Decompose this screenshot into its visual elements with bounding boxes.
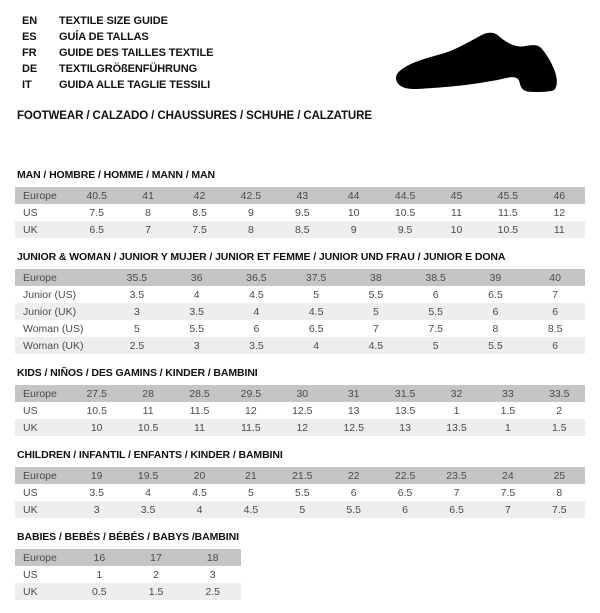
size-value: 36 (190, 271, 203, 284)
size-value: 21 (245, 469, 257, 482)
size-value: 12 (553, 206, 566, 219)
size-value: 8.5 (294, 223, 310, 236)
size-value: 27.5 (86, 387, 107, 400)
size-value: 21.5 (292, 469, 313, 482)
table-row (15, 467, 585, 484)
size-value: 7.5 (551, 503, 567, 516)
size-value: 4 (193, 288, 200, 301)
size-value: 35.5 (126, 271, 148, 284)
table-row (15, 566, 241, 583)
table-row (15, 221, 585, 238)
table-row (15, 286, 585, 303)
size-value: 6.5 (488, 288, 503, 301)
row-label: UK (23, 503, 38, 516)
size-value: 2 (153, 568, 159, 581)
size-value: 6.5 (449, 503, 464, 516)
size-value: 6.5 (397, 486, 413, 499)
size-value: 42 (193, 189, 206, 202)
size-value: 7.5 (428, 322, 443, 335)
size-value: 0.5 (92, 585, 107, 598)
row-label: Junior (US) (23, 288, 77, 301)
size-value: 12 (296, 421, 309, 434)
size-value: 36.5 (246, 271, 267, 284)
size-value: 11.5 (241, 421, 261, 434)
table-row (15, 402, 585, 419)
size-guide-section (15, 251, 585, 354)
size-value: 13.5 (394, 404, 416, 417)
table-row (15, 204, 585, 221)
size-value: 3.5 (140, 503, 156, 516)
language-row (22, 45, 213, 61)
size-value: 10.5 (497, 223, 519, 236)
table-row (15, 484, 585, 501)
size-value: 7.5 (192, 223, 207, 236)
shoe-icon (392, 28, 574, 102)
size-value: 29.5 (240, 387, 262, 400)
row-label: UK (23, 421, 38, 434)
size-guide-section (15, 169, 585, 238)
row-label: US (23, 404, 38, 417)
table-row (15, 583, 241, 600)
size-value: 7 (453, 486, 460, 499)
size-value: 20 (193, 469, 206, 482)
size-value: 4.5 (243, 503, 259, 516)
size-value: 6 (432, 288, 439, 301)
size-value: 1.5 (148, 585, 164, 598)
size-value: 8 (492, 322, 499, 335)
language-row (22, 13, 213, 29)
size-table (15, 549, 241, 600)
section-title: CHILDREN / INFANTIL / ENFANTS / KINDER / BAMBINI (17, 449, 283, 461)
size-value: 1.5 (551, 421, 567, 434)
language-code: FR (22, 47, 37, 59)
size-value: 17 (150, 551, 162, 564)
size-value: 5.5 (368, 288, 384, 301)
size-value: 4.5 (192, 486, 207, 499)
size-value: 38 (370, 271, 382, 284)
table-row (15, 320, 585, 337)
row-label: UK (23, 585, 38, 598)
size-value: 12 (245, 404, 257, 417)
size-value: 4.5 (368, 339, 384, 352)
size-value: 6 (552, 305, 559, 318)
language-label: GUÍA DE TALLAS (59, 31, 149, 43)
size-tables-area (15, 169, 585, 613)
size-value: 22.5 (394, 469, 416, 482)
size-value: 5.5 (428, 305, 443, 318)
size-table (15, 467, 585, 518)
size-value: 6 (350, 486, 357, 499)
row-label: Woman (UK) (23, 339, 84, 352)
language-code: ES (22, 31, 37, 43)
size-value: 19.5 (137, 469, 159, 482)
section-title: BABIES / BEBÉS / BÉBÉS / BABYS /BAMBINI (17, 531, 239, 543)
language-code: IT (22, 79, 32, 91)
size-value: 6.5 (89, 223, 104, 236)
size-value: 3.5 (249, 339, 264, 352)
size-value: 40 (549, 271, 561, 284)
size-value: 5.5 (488, 339, 503, 352)
size-value: 44 (347, 189, 360, 202)
size-value: 42.5 (240, 189, 262, 202)
size-value: 46 (553, 189, 566, 202)
row-label: UK (23, 223, 38, 236)
size-value: 4 (196, 503, 203, 516)
size-value: 11 (194, 421, 205, 434)
size-value: 11 (451, 206, 462, 219)
size-value: 10 (90, 421, 103, 434)
size-value: 30 (296, 387, 309, 400)
size-value: 7 (552, 288, 559, 301)
language-label: TEXTILE SIZE GUIDE (59, 15, 168, 27)
language-label: GUIDE DES TAILLES TEXTILE (59, 47, 214, 59)
size-value: 3.5 (189, 305, 204, 318)
size-value: 25 (553, 469, 566, 482)
size-value: 6 (492, 305, 499, 318)
size-value: 5 (247, 486, 254, 499)
size-value: 40.5 (86, 189, 107, 202)
language-code: DE (22, 63, 38, 75)
size-value: 4 (253, 305, 260, 318)
row-label: US (23, 486, 38, 499)
size-value: 5.5 (346, 503, 361, 516)
size-value: 6 (552, 339, 559, 352)
table-row (15, 419, 585, 436)
table-row (15, 303, 585, 320)
size-value: 13 (399, 421, 411, 434)
size-value: 1 (96, 568, 103, 581)
size-value: 1 (504, 421, 511, 434)
language-row (22, 29, 213, 45)
size-guide-section (15, 367, 585, 436)
size-value: 5.5 (189, 322, 204, 335)
size-value: 22 (347, 469, 360, 482)
size-value: 33 (502, 387, 514, 400)
size-value: 6 (402, 503, 409, 516)
category-title: FOOTWEAR / CALZADO / CHAUSSURES / SCHUHE / CALZATURE (17, 110, 372, 122)
language-code: EN (22, 15, 38, 27)
size-value: 3 (133, 305, 140, 318)
row-label: Woman (US) (23, 322, 84, 335)
size-value: 5 (313, 288, 320, 301)
size-value: 23.5 (446, 469, 467, 482)
size-value: 8.5 (547, 322, 563, 335)
size-value: 9.5 (294, 206, 310, 219)
size-value: 10.5 (86, 404, 107, 417)
size-value: 9 (350, 223, 357, 236)
size-value: 16 (93, 551, 106, 564)
size-value: 1.5 (500, 404, 516, 417)
size-value: 7.5 (500, 486, 516, 499)
size-value: 38.5 (425, 271, 446, 284)
size-value: 2.5 (129, 339, 145, 352)
row-label: Europe (23, 551, 57, 564)
row-label: Europe (23, 189, 57, 202)
language-row (22, 77, 213, 93)
size-value: 11 (142, 404, 154, 417)
size-guide-section (15, 449, 585, 518)
size-value: 7 (372, 322, 379, 335)
size-value: 31.5 (394, 387, 416, 400)
size-value: 41 (142, 189, 154, 202)
size-value: 10.5 (137, 421, 159, 434)
size-value: 43 (296, 189, 309, 202)
size-value: 2.5 (205, 585, 220, 598)
size-value: 9.5 (397, 223, 413, 236)
table-row (15, 337, 585, 354)
size-value: 24 (502, 469, 514, 482)
size-value: 6 (253, 322, 260, 335)
size-value: 10.5 (394, 206, 416, 219)
size-value: 37.5 (305, 271, 327, 284)
size-value: 39 (489, 271, 502, 284)
table-row (15, 187, 585, 204)
table-row (15, 501, 585, 518)
size-value: 3.5 (89, 486, 104, 499)
size-value: 7 (145, 223, 152, 236)
size-value: 12.5 (343, 421, 364, 434)
section-title: JUNIOR & WOMAN / JUNIOR Y MUJER / JUNIOR ET FEMME / JUNIOR UND FRAU / JUNIOR E DONA (17, 251, 506, 263)
size-value: 8 (247, 223, 254, 236)
size-value: 4.5 (249, 288, 264, 301)
size-value: 7.5 (89, 206, 104, 219)
section-title: KIDS / NIÑOS / DES GAMINS / KINDER / BAMBINI (17, 367, 258, 379)
size-value: 33.5 (549, 387, 570, 400)
size-value: 31 (347, 387, 360, 400)
size-value: 19 (90, 469, 103, 482)
size-value: 13.5 (446, 421, 467, 434)
size-value: 45.5 (497, 189, 519, 202)
language-label: GUIDA ALLE TAGLIE TESSILI (59, 79, 211, 91)
section-title: MAN / HOMBRE / HOMME / MANN / MAN (17, 169, 215, 181)
size-value: 8.5 (192, 206, 207, 219)
size-value: 8 (556, 486, 563, 499)
row-label: Europe (23, 271, 57, 284)
size-value: 9 (247, 206, 254, 219)
size-value: 11.5 (189, 404, 210, 417)
row-label: Europe (23, 469, 57, 482)
size-table (15, 385, 585, 436)
size-value: 3.5 (129, 288, 145, 301)
size-value: 10 (347, 206, 360, 219)
size-value: 44.5 (394, 189, 416, 202)
size-value: 1 (453, 404, 460, 417)
size-value: 5 (432, 339, 439, 352)
language-row (22, 61, 213, 77)
size-value: 3 (93, 503, 100, 516)
language-label: TEXTILGRÖßENFÜHRUNG (59, 63, 198, 75)
size-value: 4 (313, 339, 320, 352)
table-row (15, 269, 585, 286)
row-label: Junior (UK) (23, 305, 77, 318)
size-value: 6.5 (308, 322, 324, 335)
table-row (15, 549, 241, 566)
size-value: 18 (206, 551, 219, 564)
row-label: Europe (23, 387, 57, 400)
size-value: 10 (450, 223, 463, 236)
size-value: 2 (556, 404, 563, 417)
size-table (15, 187, 585, 238)
size-value: 5 (133, 322, 140, 335)
size-guide-section (15, 531, 585, 600)
size-value: 8 (145, 206, 152, 219)
size-value: 45 (450, 189, 463, 202)
size-table (15, 269, 585, 354)
size-value: 28.5 (189, 387, 210, 400)
size-value: 13 (347, 404, 360, 417)
table-row (15, 385, 585, 402)
size-value: 5 (372, 305, 379, 318)
size-value: 7 (504, 503, 511, 516)
language-legend (22, 13, 213, 93)
size-value: 3 (209, 568, 216, 581)
size-value: 28 (142, 387, 154, 400)
size-value: 4 (145, 486, 152, 499)
row-label: US (23, 206, 38, 219)
size-value: 4.5 (308, 305, 324, 318)
size-value: 11 (553, 223, 565, 236)
size-value: 11.5 (498, 206, 518, 219)
row-label: US (23, 568, 38, 581)
size-value: 32 (450, 387, 463, 400)
size-value: 12.5 (292, 404, 313, 417)
size-value: 5.5 (294, 486, 310, 499)
size-value: 3 (193, 339, 200, 352)
size-value: 5 (299, 503, 306, 516)
